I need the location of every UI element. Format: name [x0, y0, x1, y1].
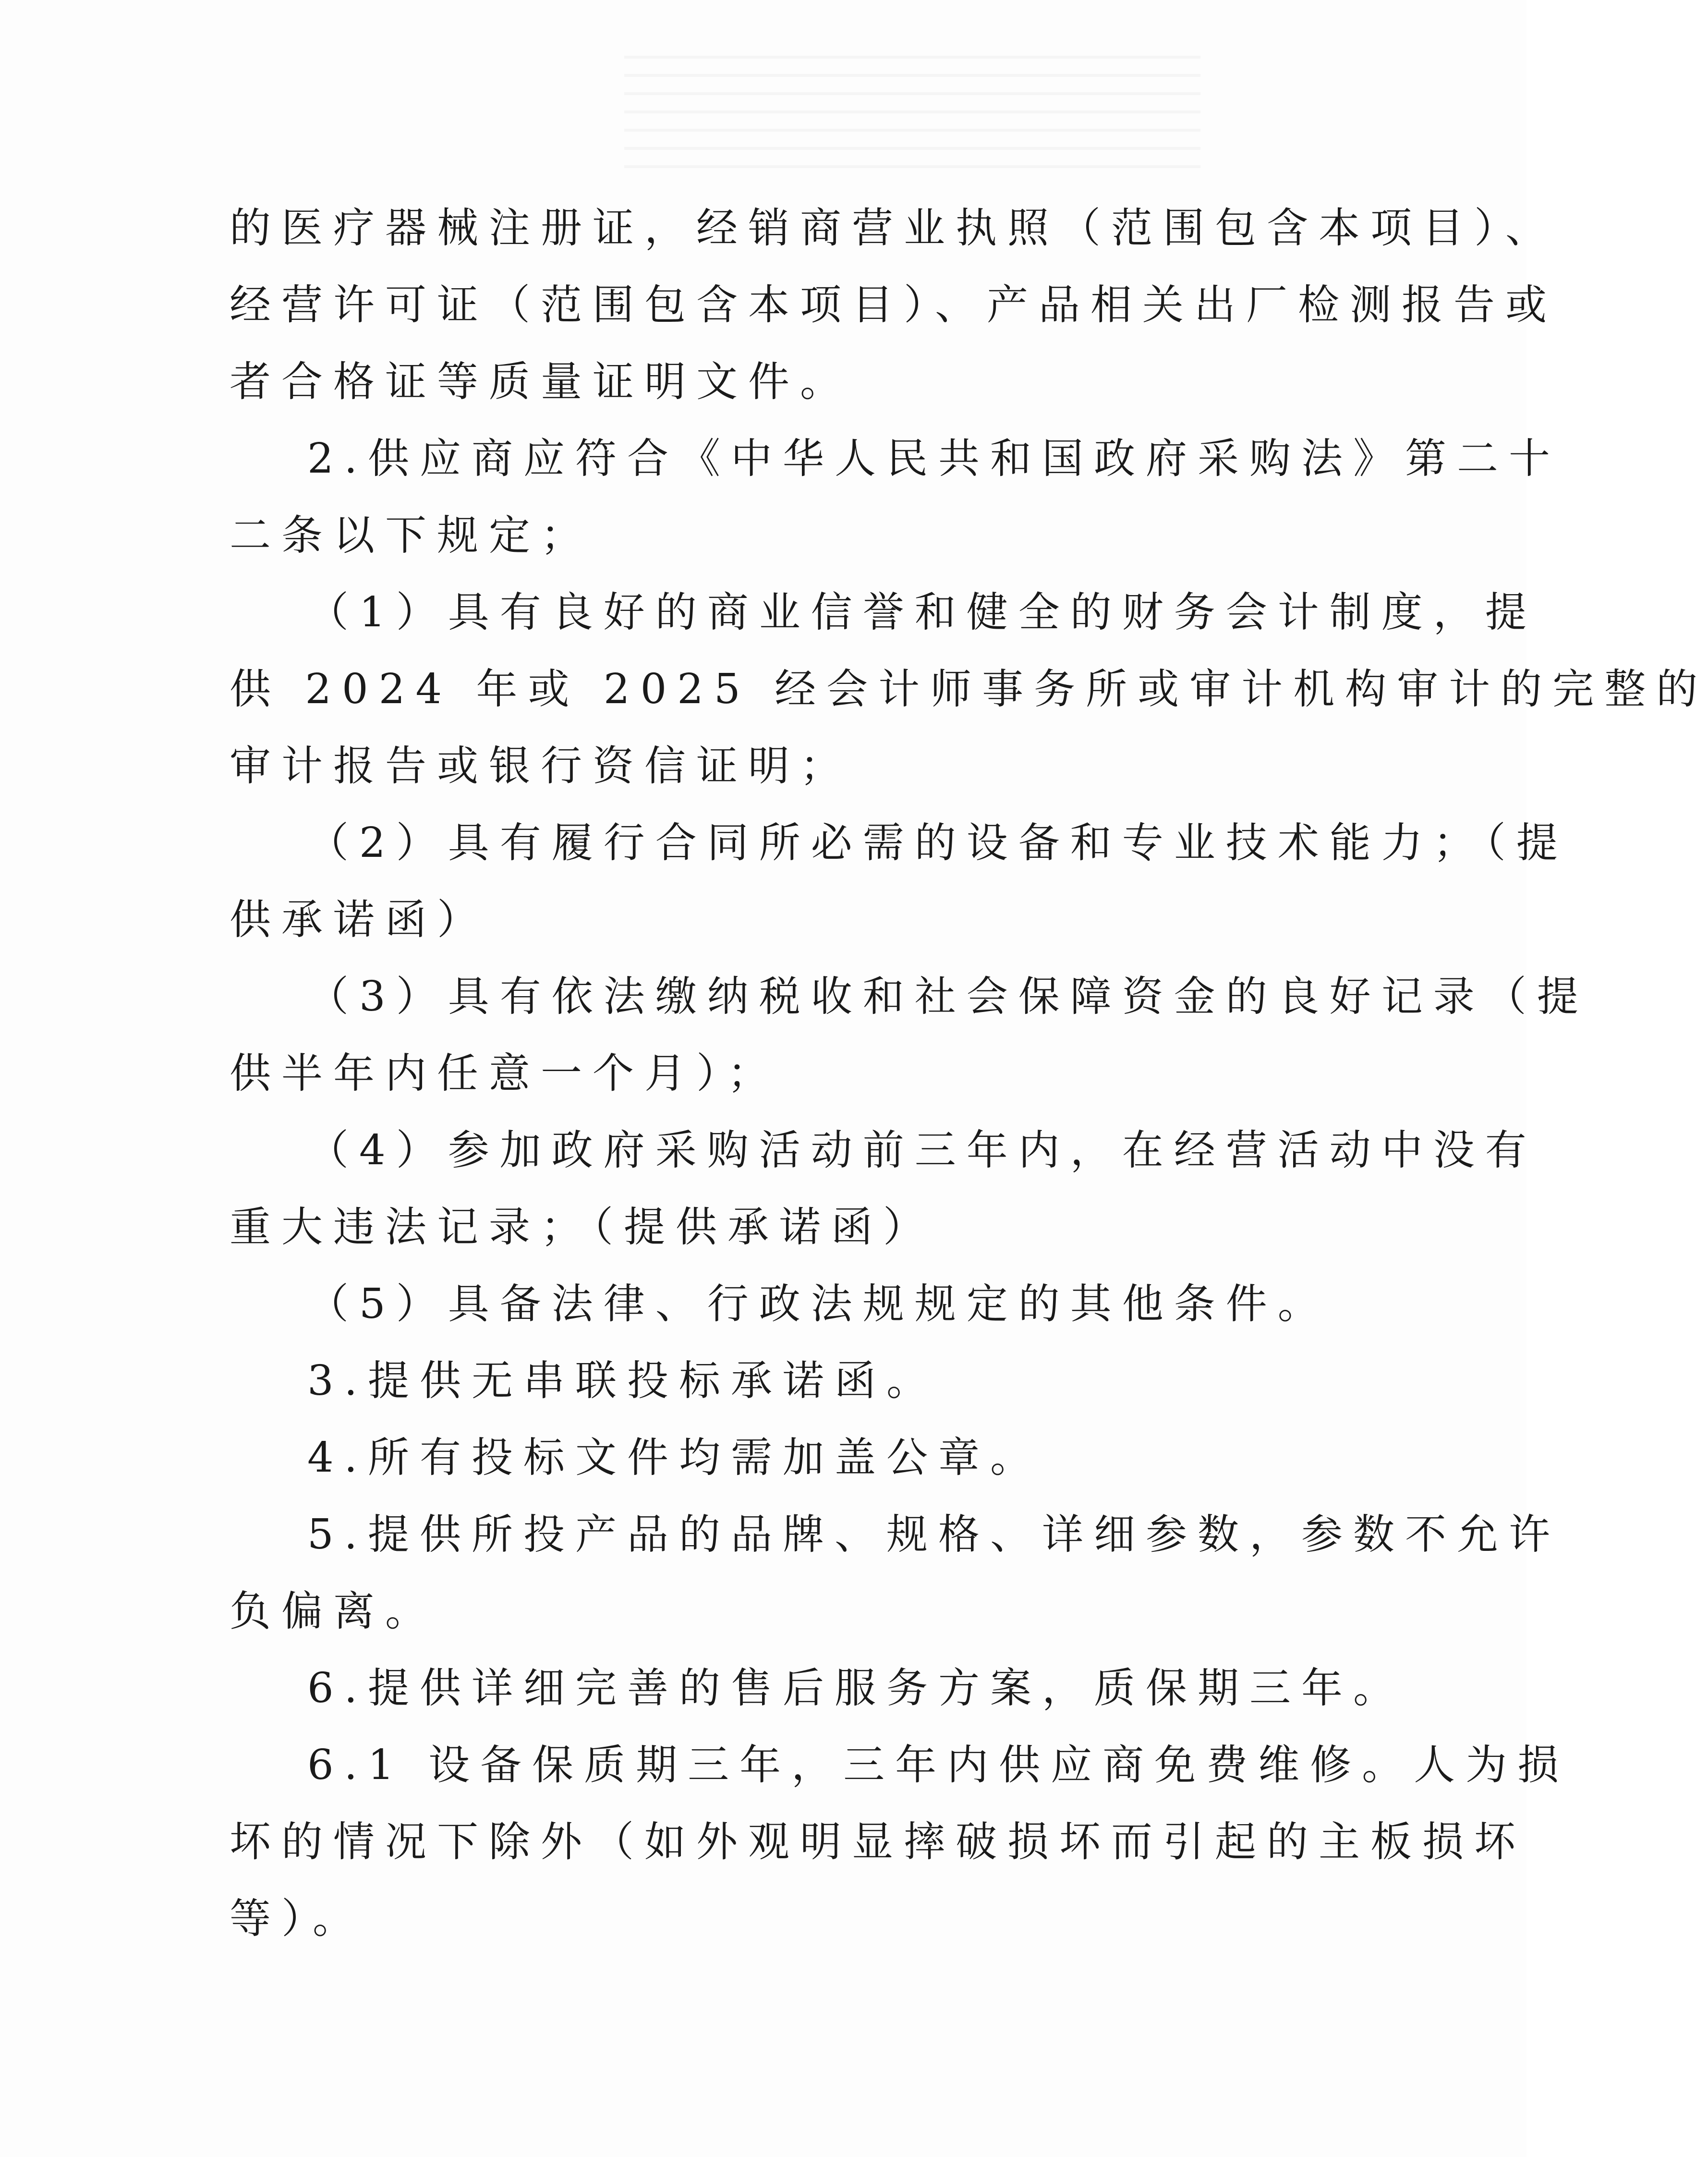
text-line: （1）具有良好的商业信誉和健全的财务会计制度，提 — [307, 588, 1537, 636]
text-line: （2）具有履行合同所必需的设备和专业技术能力；（提 — [307, 819, 1568, 867]
text-line: 6.提供详细完善的售后服务方案，质保期三年。 — [307, 1664, 1405, 1712]
text-line: 的医疗器械注册证，经销商营业执照（范围包含本项目）、 — [230, 204, 1557, 252]
text-line: 6.1 设备保质期三年，三年内供应商免费维修。人为损 — [307, 1741, 1570, 1789]
show-through-artifact — [624, 43, 1200, 168]
text-line: 4.所有投标文件均需加盖公章。 — [307, 1434, 1042, 1482]
text-line: （3）具有依法缴纳税收和社会保障资金的良好记录（提 — [307, 973, 1589, 1021]
text-line: 5.提供所投产品的品牌、规格、详细参数，参数不允许 — [307, 1511, 1561, 1559]
text-line: 重大违法记录；（提供承诺函） — [230, 1203, 935, 1251]
text-line: 者合格证等质量证明文件。 — [230, 358, 852, 406]
text-line: 等）。 — [230, 1895, 364, 1943]
text-line: 3.提供无串联投标承诺函。 — [307, 1357, 939, 1405]
text-line: 坏的情况下除外（如外观明显摔破损坏而引起的主板损坏 — [230, 1818, 1526, 1866]
text-line: 2.供应商应符合《中华人民共和国政府采购法》第二十 — [307, 435, 1561, 483]
text-line: 二条以下规定； — [230, 512, 593, 560]
text-line: 经营许可证（范围包含本项目）、产品相关出厂检测报告或 — [230, 281, 1557, 329]
text-line: （5）具备法律、行政法规规定的其他条件。 — [307, 1280, 1330, 1328]
text-line: 审计报告或银行资信证明； — [230, 742, 852, 790]
text-line: 供 2024 年或 2025 经会计师事务所或审计机构审计的完整的 — [230, 665, 1708, 713]
text-line: 负偏离。 — [230, 1587, 437, 1635]
text-line: （4）参加政府采购活动前三年内，在经营活动中没有 — [307, 1126, 1537, 1174]
text-line: 供承诺函） — [230, 896, 489, 944]
text-line: 供半年内任意一个月）； — [230, 1049, 779, 1097]
